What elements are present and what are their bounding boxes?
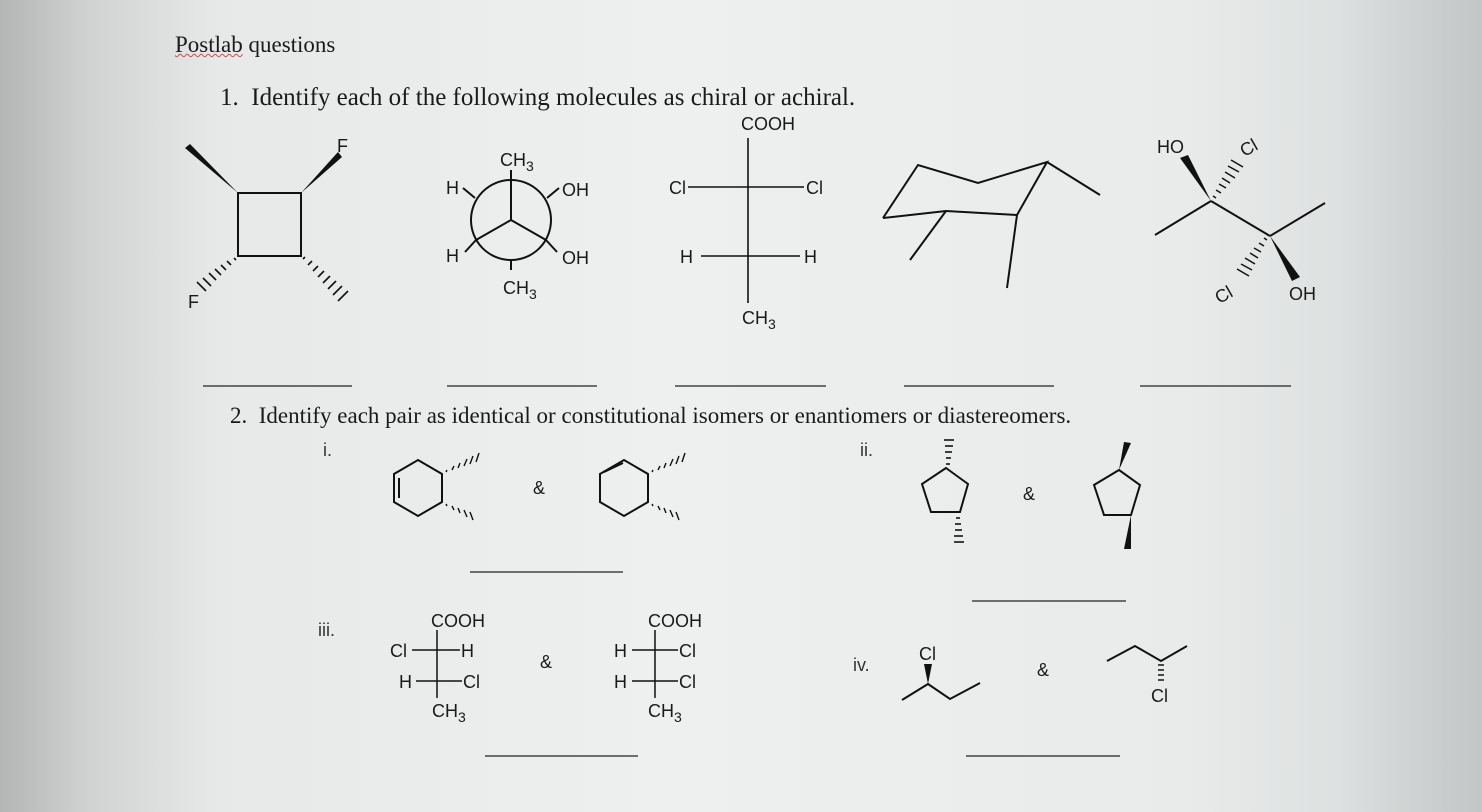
mol5-cl-bottom: Cl (1211, 281, 1237, 308)
mol2-h-lower: H (446, 246, 459, 266)
pair-iv-ampersand: & (1037, 660, 1050, 680)
pair-iii-left-bottom: $CH_3$ (432, 701, 466, 725)
pair-iii-left-r1-left: Cl (390, 641, 407, 661)
mol3-h-right: H (804, 247, 817, 267)
mol2-ch3-top: $CH_3$ (500, 150, 534, 174)
pair-iii-right-r2-left: H (614, 672, 627, 692)
mol2-ch3-bottom: $CH_3$ (503, 278, 537, 302)
pair-iii-left-top: COOH (431, 611, 485, 631)
mol1-atom-f-top: F (337, 136, 348, 156)
pair-iv-right-cl: Cl (1151, 686, 1168, 706)
pair-iii-right-r2-right: Cl (679, 672, 696, 692)
mol2-oh-lower: OH (562, 248, 589, 268)
mol5-ho: HO (1157, 137, 1184, 157)
mol3-cl-left: Cl (669, 178, 686, 198)
mol2-h-upper: H (446, 178, 459, 198)
pair-iii-ampersand: & (540, 652, 553, 672)
mol1-atom-f-bottom: F (188, 292, 199, 312)
pair-iii-right-r1-left: H (614, 641, 627, 661)
mol3-cooh: COOH (741, 114, 795, 134)
pair-i-ampersand: & (533, 478, 546, 498)
mol3-ch3: $CH_3$ (742, 308, 776, 332)
mol5-oh: OH (1289, 284, 1316, 304)
pair-iii-left-r2-right: Cl (463, 672, 480, 692)
pair-iii-right-bottom: $CH_3$ (648, 701, 682, 725)
pair-iii-left-r1-right: H (461, 641, 474, 661)
pair-iv-left-cl: Cl (919, 644, 936, 664)
mol2-oh-upper: OH (562, 180, 589, 200)
mol5-cl-top: Cl (1236, 134, 1262, 161)
mol3-cl-right: Cl (806, 178, 823, 198)
pair-ii-ampersand: & (1023, 484, 1036, 504)
pair-iii-left-r2-left: H (399, 672, 412, 692)
mol3-h-left: H (680, 247, 693, 267)
pair-iii-right-r1-right: Cl (679, 641, 696, 661)
pair-iii-right-top: COOH (648, 611, 702, 631)
